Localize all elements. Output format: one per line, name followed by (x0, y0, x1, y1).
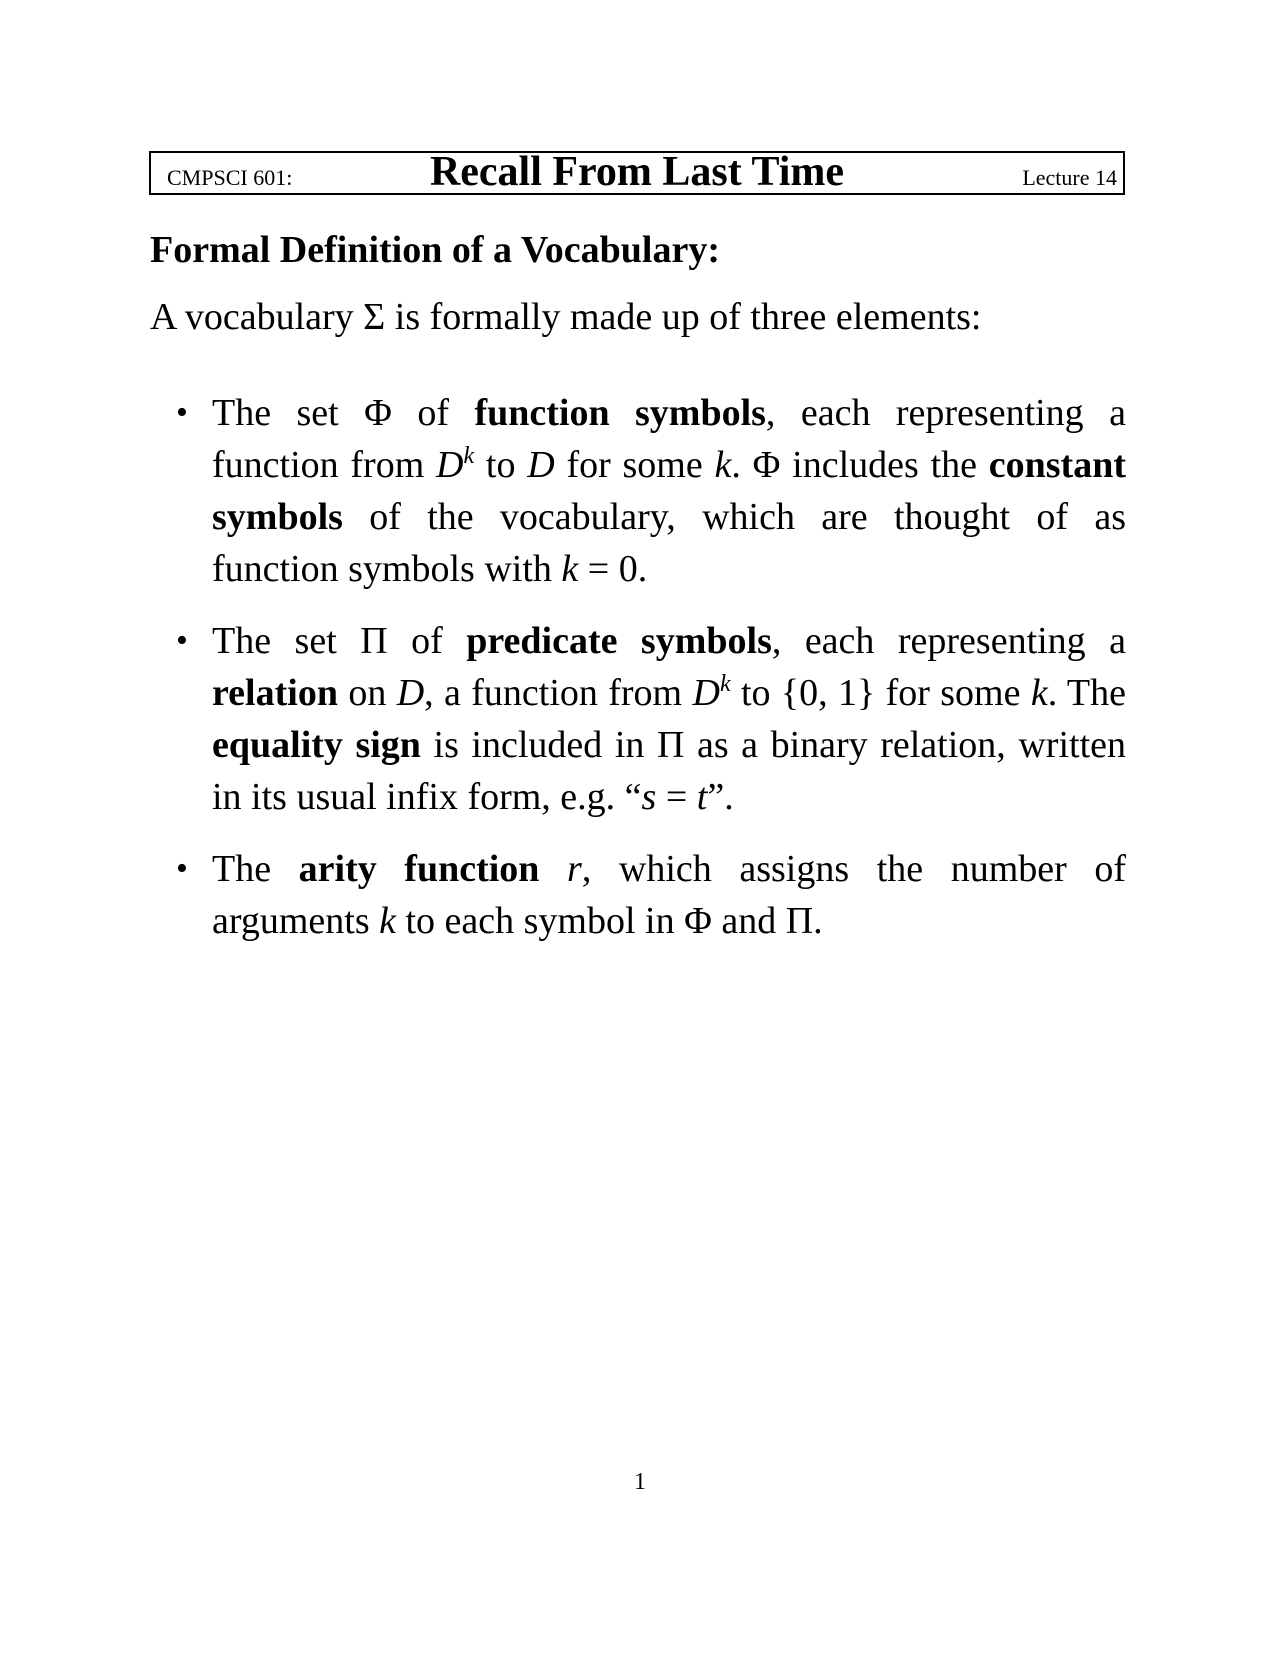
text: , each representing a function from (212, 392, 1126, 486)
text: = (656, 776, 697, 818)
math-var: k (1030, 672, 1048, 714)
math-var: s (641, 776, 657, 818)
text: for some (554, 444, 715, 486)
term-equality-sign: equality sign (212, 724, 421, 766)
math-var: t (696, 776, 708, 818)
math-superscript: k (719, 671, 731, 697)
math-superscript: k (463, 443, 475, 469)
text: = 0. (578, 548, 648, 590)
term-arity-function: arity function (298, 848, 540, 890)
text: The set Φ of (212, 392, 475, 434)
math-var: D (527, 444, 555, 486)
math-var: D (436, 444, 464, 486)
text: , a function from (424, 672, 693, 714)
text: , which assigns the number of arguments (212, 848, 1127, 942)
math-var: D (692, 672, 720, 714)
bullet: • (176, 850, 188, 887)
math-var: D (396, 672, 425, 714)
intro-text: A vocabulary Σ is formally made up of three elements: (150, 296, 982, 338)
bullet: • (176, 622, 188, 659)
text: The (212, 848, 299, 890)
math-var: k (379, 900, 396, 942)
term-constant-symbols: constant symbols (212, 444, 1126, 538)
term-relation: relation (212, 672, 338, 714)
math-var: k (561, 548, 579, 590)
page-number: 1 (634, 1469, 646, 1495)
math-var: k (714, 444, 732, 486)
text: . The (1047, 672, 1126, 714)
slide-header (149, 151, 1125, 195)
text: to each symbol in Φ and Π. (395, 900, 823, 942)
list-item-function-symbols (176, 387, 1126, 595)
slide-title: Recall From Last Time (429, 149, 845, 195)
text: on (337, 672, 397, 714)
section-title: Formal Definition of a Vocabulary: (150, 229, 720, 271)
text: is included in Π as a binary relation, written in its usual infix form, e.g. “ (212, 724, 1126, 818)
text: , each representing a (771, 620, 1126, 662)
math-var: r (567, 848, 582, 890)
text: to {0, 1} for some (730, 672, 1031, 714)
text: of the vocabulary, which are thought of as function symbols with (212, 496, 1126, 590)
definition-list (176, 387, 1126, 967)
list-item-arity-function (176, 843, 1126, 947)
text (539, 848, 567, 890)
term-predicate-symbols: predicate symbols (466, 620, 772, 662)
course-label: CMPSCI 601: (167, 165, 293, 190)
text: The set Π of (212, 620, 467, 662)
term-function-symbols: function symbols (474, 392, 766, 434)
lecture-label: Lecture 14 (1022, 165, 1117, 190)
text: to (474, 444, 528, 486)
text: ”. (707, 776, 734, 818)
bullet: • (176, 394, 188, 431)
list-item-predicate-symbols (176, 615, 1126, 823)
text: . Φ includes the (731, 444, 989, 486)
